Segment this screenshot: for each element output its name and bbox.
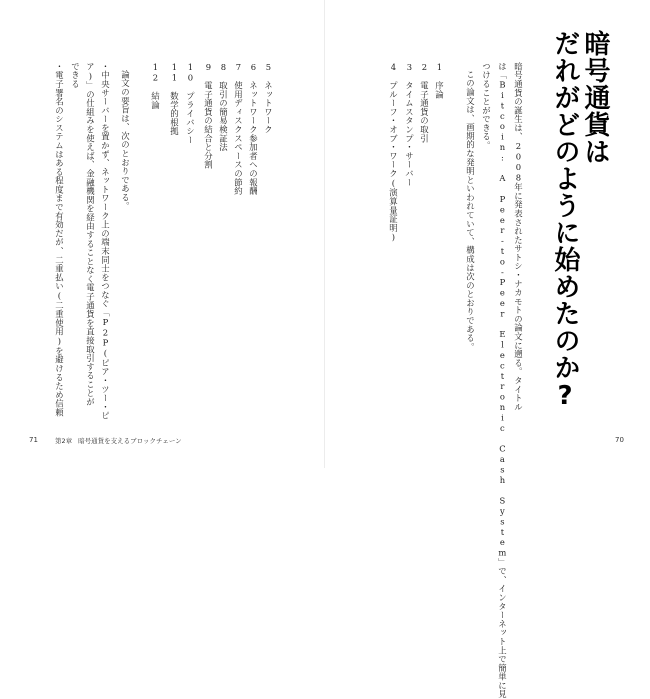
toc-item	[204, 62, 212, 169]
toc-item	[219, 62, 227, 152]
body-line: は「Bitcoin: A Peer-to-Peer Electronic Cash System」で、インターネット上で簡単に見	[497, 62, 508, 699]
bullet-line: ・電子署名のシステムはある程度まで有効だが、二重払い(二重使用)を避けるため信頼	[54, 62, 65, 417]
toc-number: 4	[388, 62, 399, 73]
toc-item	[186, 62, 194, 144]
toc-item	[234, 62, 242, 195]
toc-number: 12	[150, 62, 161, 83]
chapter-heading-line-2: だれがどのように始めたのか?	[550, 30, 580, 412]
toc-number: 3	[404, 62, 415, 73]
toc-item	[151, 62, 159, 109]
left-page	[0, 0, 325, 468]
toc-text: 序論	[434, 81, 445, 99]
toc-text: 電子通貨の取引	[419, 81, 430, 143]
bullet-line: ア)」の仕組みを使えば、金融機関を経由することなく電子通貨を直接取引することが	[85, 62, 96, 407]
toc-text: 取引の簡易検証法	[218, 81, 229, 152]
chapter-label: 第2章	[55, 437, 73, 445]
toc-item	[170, 62, 178, 136]
toc-number: 11	[169, 62, 180, 83]
toc-item	[389, 62, 397, 243]
body-line: この論文は、画期的な発明といわれていて、構成は次のとおりである。	[465, 70, 476, 352]
toc-item	[435, 62, 443, 99]
toc-number: 8	[218, 62, 229, 73]
toc-number: 1	[434, 62, 445, 73]
right-page	[325, 0, 650, 699]
toc-text: プルーフ・オブ・ワーク(演算量証明)	[388, 81, 399, 243]
toc-item	[264, 62, 272, 134]
toc-item	[420, 62, 428, 143]
toc-item	[249, 62, 257, 195]
toc-text: ネットワーク参加者への報酬	[248, 81, 259, 196]
body-line: つけることができる。	[481, 62, 492, 150]
bullet-line: ・中央サーバーを置かず、ネットワーク上の端末同士をつなぐ「P2P(ピア・ツー・ピ	[100, 62, 111, 421]
toc-text: プライバシー	[185, 91, 196, 145]
toc-text: タイムスタンプ・サーバー	[404, 81, 415, 187]
toc-text: 使用ディスクスペースの節約	[233, 81, 244, 196]
toc-text: 数学的根拠	[169, 91, 180, 136]
toc-text: 電子通貨の結合と分割	[203, 81, 214, 170]
running-head	[55, 436, 182, 445]
toc-number: 2	[419, 62, 430, 73]
page-number-right: 70	[615, 436, 624, 444]
summary-intro: 論文の要旨は、次のとおりである。	[120, 70, 131, 211]
toc-number: 9	[203, 62, 214, 73]
toc-text: ネットワーク	[263, 81, 274, 134]
toc-number: 5	[263, 62, 274, 73]
chapter-heading-line-1: 暗号通貨は	[580, 30, 610, 165]
bullet-line: できる	[70, 62, 81, 89]
toc-number: 6	[248, 62, 259, 73]
chapter-title: 暗号通貨を支えるブロックチェーン	[78, 437, 182, 445]
toc-number: 10	[185, 62, 196, 83]
body-line: 暗号通貨の誕生は、2008年に発表されたサトシ・ナカモトの論文に遡る。タイトル	[513, 62, 524, 412]
toc-item	[405, 62, 413, 187]
toc-text: 結論	[150, 91, 161, 110]
toc-number: 7	[233, 62, 244, 73]
page-number-left: 71	[29, 436, 38, 444]
